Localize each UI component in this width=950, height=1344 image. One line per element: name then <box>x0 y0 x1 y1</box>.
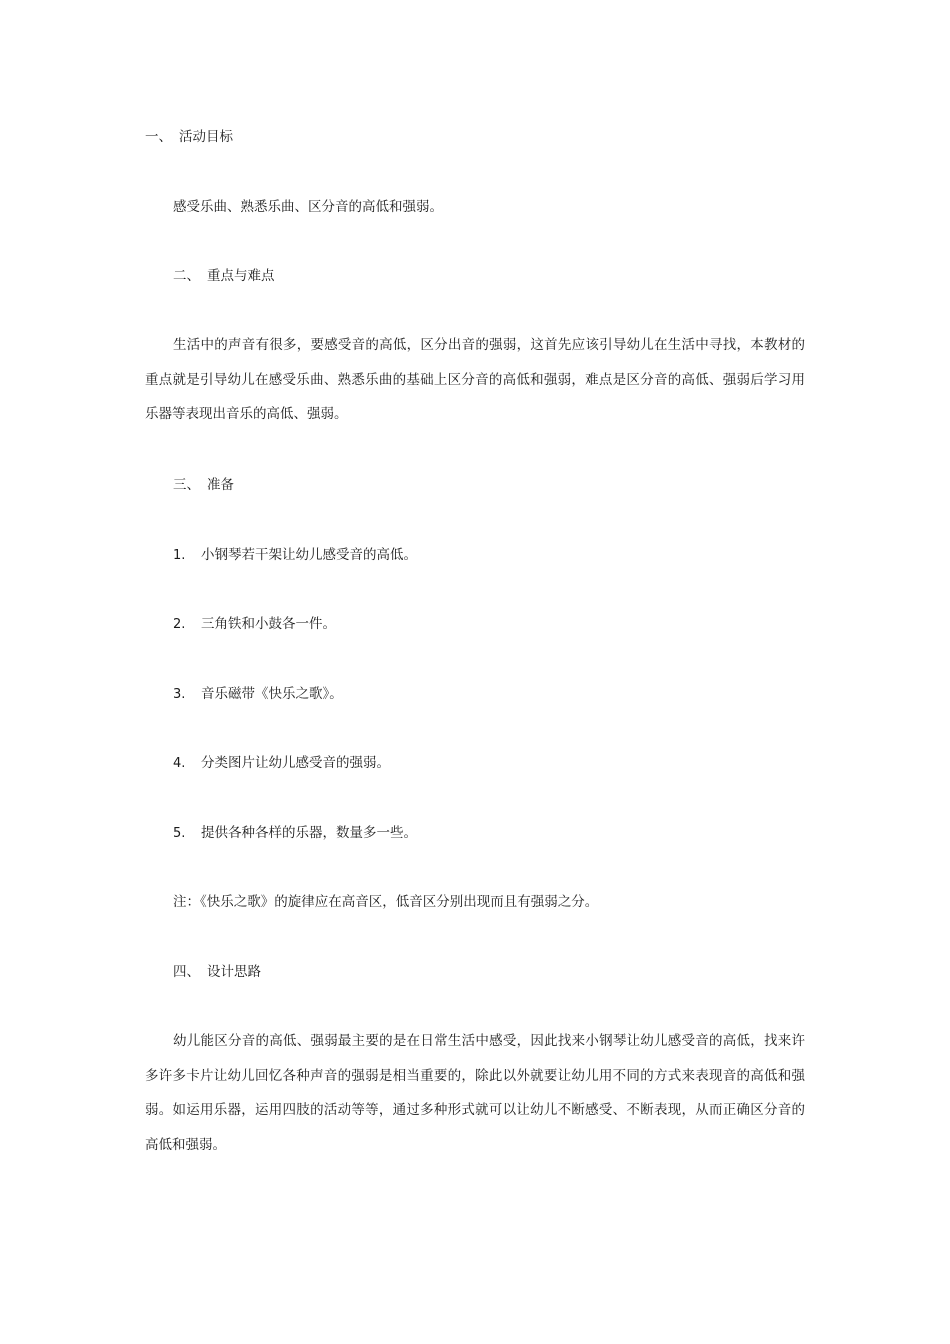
list-item <box>173 607 336 642</box>
list-item-text: 分类图片让幼儿感受音的强弱。 <box>201 755 390 771</box>
section-1-heading <box>145 120 233 154</box>
section-2-number: 二、 <box>173 268 200 284</box>
section-3-number: 三、 <box>173 477 200 493</box>
section-3-title: 准备 <box>207 477 234 493</box>
section-2-body: 生活中的声音有很多，要感受音的高低，区分出音的强弱，这首先应该引导幼儿在生活中寻找，本教材的重点就是引导幼儿在感受乐曲、熟悉乐曲的基础上区分音的高低和强弱，难点是区分音的高低、强弱后学习用乐器等表现出音乐的高低、强弱。 <box>145 337 805 422</box>
list-item-text: 三角铁和小鼓各一件。 <box>201 616 336 632</box>
section-2-heading <box>173 259 275 293</box>
list-item-number: 5. <box>173 826 186 841</box>
section-2-title: 重点与难点 <box>207 268 275 284</box>
list-item-number: 3. <box>173 687 186 702</box>
section-4-heading <box>173 955 261 989</box>
list-item-text: 小钢琴若干架让幼儿感受音的高低。 <box>201 547 417 563</box>
list-item <box>173 538 417 573</box>
section-4-number: 四、 <box>173 964 200 980</box>
section-3-note: 注：《快乐之歌》的旋律应在高音区，低音区分别出现而且有强弱之分。 <box>173 894 599 910</box>
section-1-title: 活动目标 <box>179 129 233 145</box>
list-item <box>173 746 390 781</box>
list-item-number: 2. <box>173 617 186 632</box>
section-4-title: 设计思路 <box>207 964 261 980</box>
section-1-body: 感受乐曲、熟悉乐曲、区分音的高低和强弱。 <box>173 199 443 215</box>
list-item-number: 1. <box>173 548 186 563</box>
list-item-text: 提供各种各样的乐器，数量多一些。 <box>201 825 417 841</box>
section-1-number: 一、 <box>145 129 172 145</box>
section-3-heading <box>173 468 234 502</box>
section-4-body: 幼儿能区分音的高低、强弱最主要的是在日常生活中感受，因此找来小钢琴让幼儿感受音的高低，找来许多许多卡片让幼儿回忆各种声音的强弱是相当重要的，除此以外就要让幼儿用不同的方式来表现音的高低和强弱。如运用乐器，运用四肢的活动等等，通过多种形式就可以让幼儿不断感受、不断表现，从而正确区分音的高低和强弱。 <box>145 1033 805 1153</box>
list-item-text: 音乐磁带《快乐之歌》。 <box>201 686 343 702</box>
list-item <box>173 816 417 851</box>
list-item-number: 4. <box>173 756 186 771</box>
list-item <box>173 677 343 712</box>
